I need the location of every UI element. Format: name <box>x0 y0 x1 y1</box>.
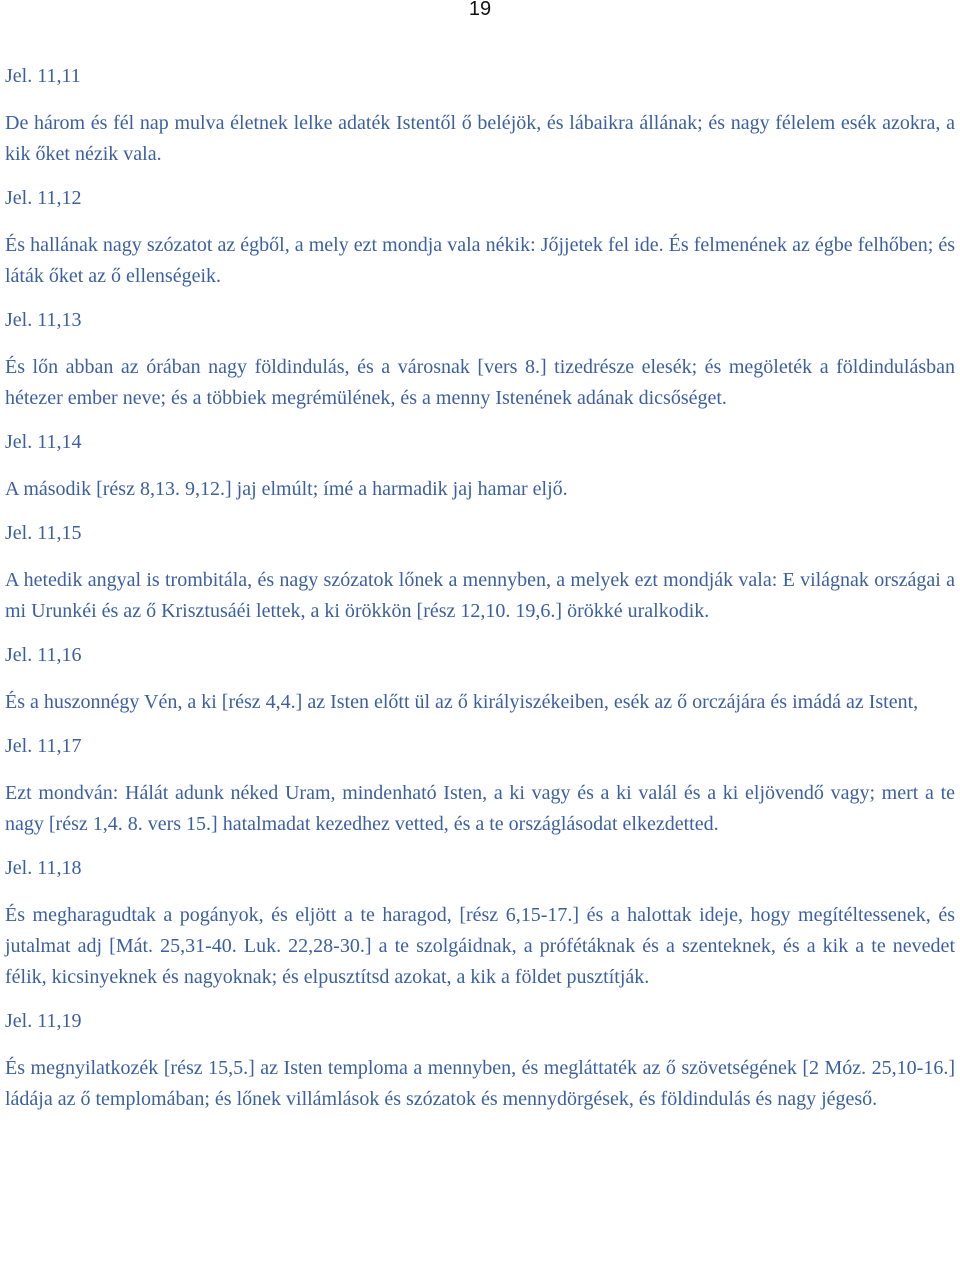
verse-text: És megnyilatkozék [rész 15,5.] az Isten temploma a mennyben, és megláttaték az ő szövetségének [2 Móz. 25,10-16.] ládája az ő templomában; és lőnek villámlások és szózatok és mennydörgések, és földindulás és nagy jégeső. <box>5 1057 955 1110</box>
verse-reference: Jel. 11,15 <box>5 522 82 544</box>
verse-text: A második [rész 8,13. 9,12.] jaj elmúlt; ímé a harmadik jaj hamar eljő. <box>5 478 568 500</box>
verse-reference: Jel. 11,14 <box>5 431 82 453</box>
verse-reference: Jel. 11,18 <box>5 857 82 879</box>
verse-text: A hetedik angyal is trombitála, és nagy szózatok lőnek a mennyben, a melyek ezt mondják vala: E világnak országai a mi Urunkéi és az ő Krisztusáéi lettek, a ki örökkön [rész 12,10. 19,6.] örökké uralkodik. <box>5 569 955 622</box>
verse-text: És lőn abban az órában nagy földindulás, és a városnak [vers 8.] tizedrésze elesék; és megöleték a földindulásban hétezer ember neve; és a többiek megrémülének, és a menny Istenének adának dicsőséget. <box>5 356 955 409</box>
document-body <box>5 62 955 1115</box>
verse-reference: Jel. 11,19 <box>5 1010 82 1032</box>
verse-reference: Jel. 11,13 <box>5 309 82 331</box>
verse-text: És megharagudtak a pogányok, és eljött a te haragod, [rész 6,15-17.] és a halottak ideje, hogy megítéltessenek, és jutalmat adj [Mát. 25,31-40. Luk. 22,28-30.] a te szolgáidnak, a prófétáknak és a szenteknek, és a kik a te nevedet félik, kicsinyeknek és nagyoknak; és elpusztítsd azokat, a kik a földet pusztítják. <box>5 904 955 988</box>
verse-text: Ezt mondván: Hálát adunk néked Uram, mindenható Isten, a ki vagy és a ki valál és a ki eljövendő vagy; mert a te nagy [rész 1,4. 8. vers 15.] hatalmadat kezedhez vetted, és a te országlásodat elkezdetted. <box>5 782 955 835</box>
verse-reference: Jel. 11,12 <box>5 187 82 209</box>
verse-text: És a huszonnégy Vén, a ki [rész 4,4.] az Isten előtt ül az ő királyiszékeiben, esék az ő orczájára és imádá az Istent, <box>5 691 919 713</box>
page-number: 19 <box>468 0 492 20</box>
verse-text: De három és fél nap mulva életnek lelke adaték Istentől ő beléjök, és lábaikra állának; és nagy félelem esék azokra, a kik őket nézik vala. <box>5 112 955 165</box>
verse-text: És hallának nagy szózatot az égből, a mely ezt mondja vala nékik: Jőjjetek fel ide. És felmenének az égbe felhőben; és láták őket az ő ellenségeik. <box>5 234 955 287</box>
verse-reference: Jel. 11,17 <box>5 735 82 757</box>
verse-reference: Jel. 11,16 <box>5 644 82 666</box>
verse-reference: Jel. 11,11 <box>5 65 81 87</box>
